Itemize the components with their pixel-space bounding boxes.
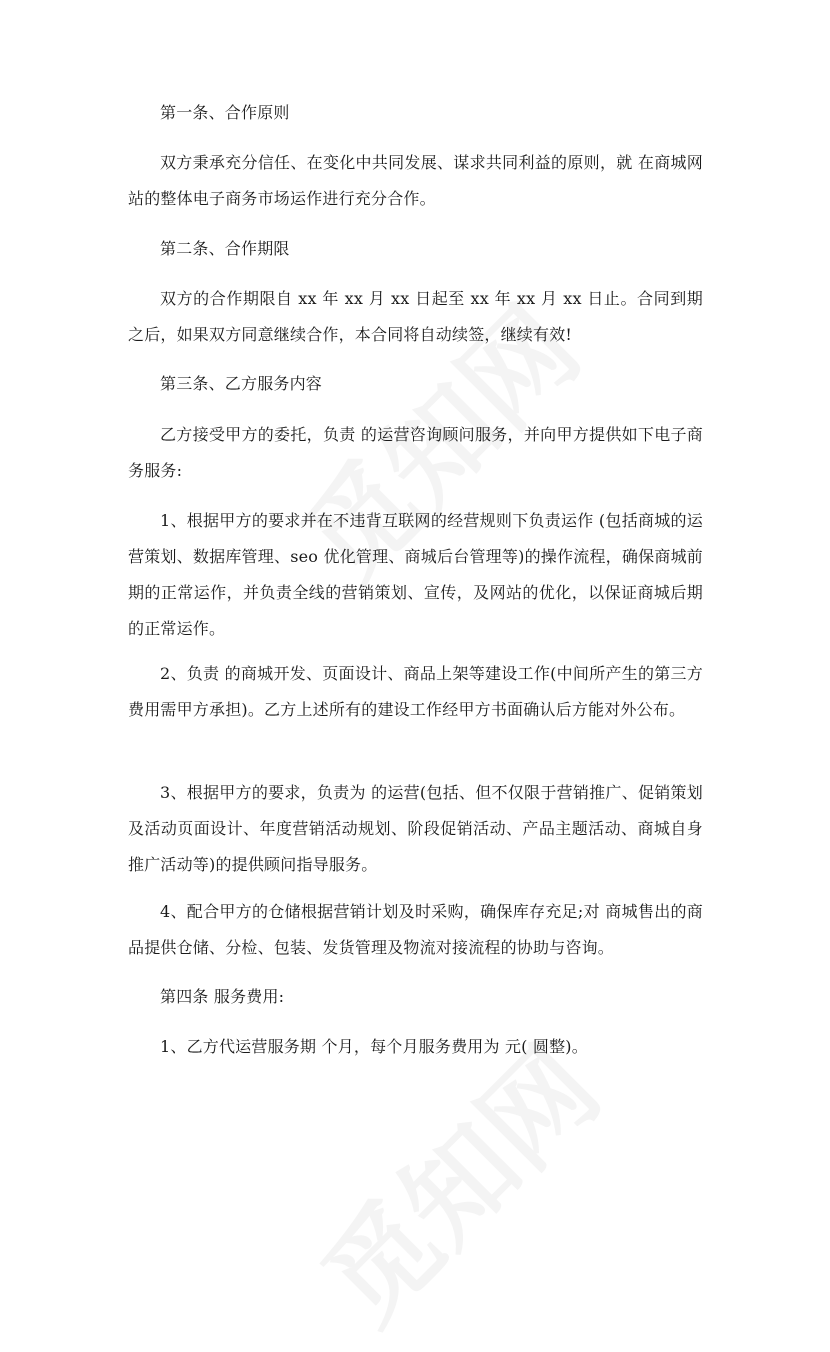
heading-article-4: 第四条 服务费用:: [160, 987, 285, 1006]
paragraph-service-intro: 乙方接受甲方的委托，负责 的运营咨询顾问服务，并向甲方提供如下电子商务服务:: [128, 425, 703, 480]
heading-article-3: 第三条、乙方服务内容: [160, 374, 323, 393]
paragraph-service-item-1: 1、根据甲方的要求并在不违背互联网的经营规则下负责运作 (包括商城的运营策划、数据库管理、seo 优化管理、商城后台管理等)的操作流程，确保商城前期的正常运作，并负责全线的营销策划、宣传，及网站的优化，以保证商城后期的正常运作。: [128, 511, 703, 638]
paragraph-service-item-3: 3、根据甲方的要求，负责为 的运营(包括、但不仅限于营销推广、促销策划及活动页面设计、年度营销活动规划、阶段促销活动、产品主题活动、商城自身推广活动等)的提供顾问指导服务。: [128, 783, 703, 874]
paragraph-fee-item-1: 1、乙方代运营服务期 个月，每个月服务费用为 元( 圆整)。: [160, 1037, 588, 1056]
paragraph-cooperation-principle: 双方秉承充分信任、在变化中共同发展、谋求共同利益的原则，就 在商城网站的整体电子商务市场运作进行充分合作。: [128, 153, 703, 208]
heading-article-1: 第一条、合作原则: [160, 103, 290, 122]
paragraph-cooperation-term: 双方的合作期限自 xx 年 xx 月 xx 日起至 xx 年 xx 月 xx 日止。合同到期之后，如果双方同意继续合作，本合同将自动续签，继续有效!: [128, 289, 703, 344]
paragraph-service-item-4: 4、配合甲方的仓储根据营销计划及时采购，确保库存充足;对 商城售出的商品提供仓储、分检、包装、发货管理及物流对接流程的协助与咨询。: [128, 902, 703, 957]
heading-article-2: 第二条、合作期限: [160, 239, 290, 258]
paragraph-service-item-2: 2、负责 的商城开发、页面设计、商品上架等建设工作(中间所产生的第三方费用需甲方承担)。乙方上述所有的建设工作经甲方书面确认后方能对外公布。: [128, 664, 703, 719]
